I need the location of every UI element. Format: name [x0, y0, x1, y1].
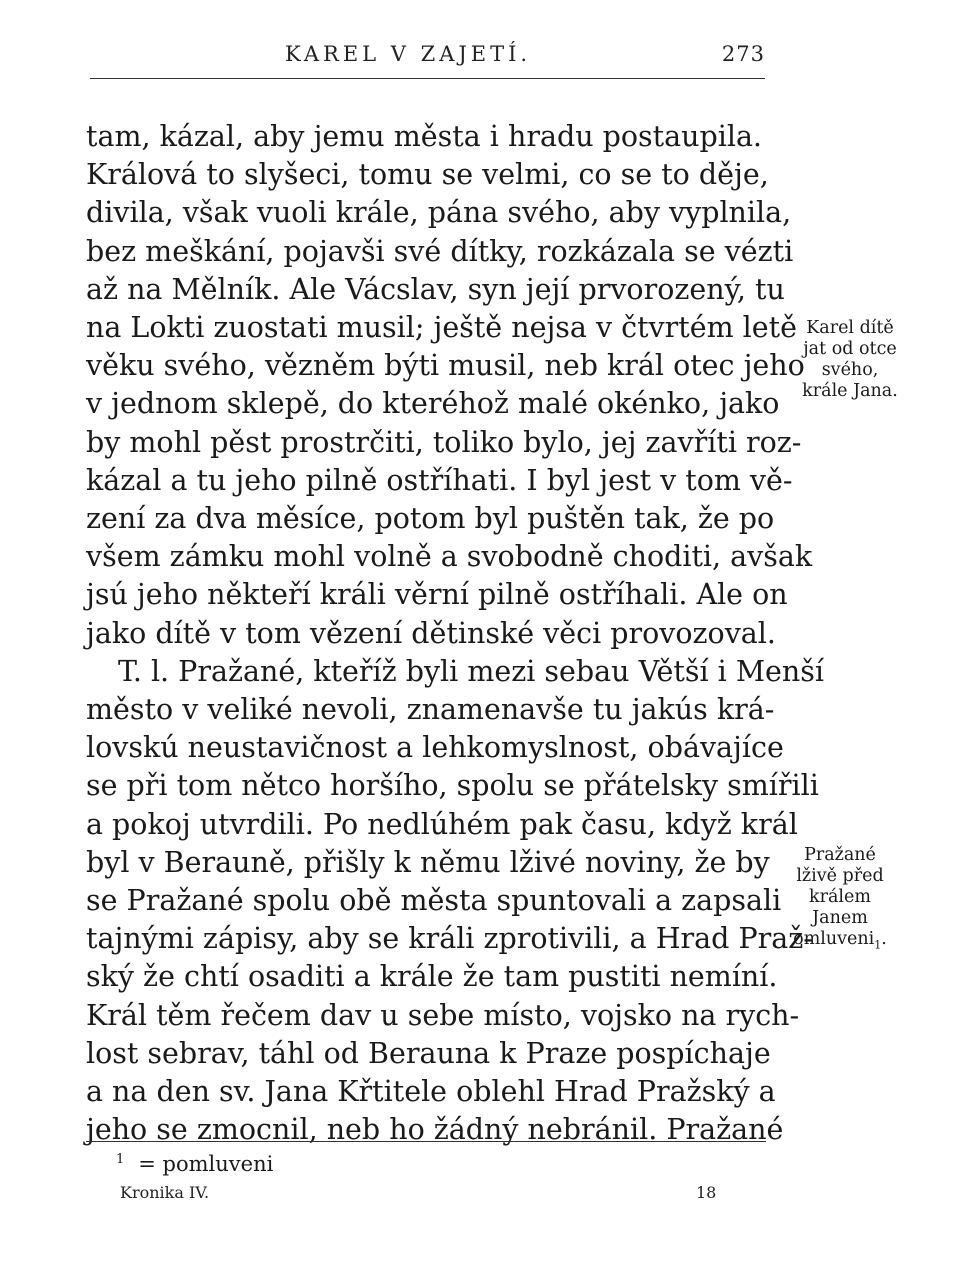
- marginal-note-line: Janem: [812, 908, 868, 928]
- text-line: všem zámku mohl volně a svobodně choditi, avšak: [86, 540, 813, 574]
- marginal-note-line: králem: [809, 887, 871, 907]
- text-line: na Lokti zuostati musil; ještě nejsa v čtvrtém letě: [86, 311, 797, 344]
- signature-label: Kronika IV.: [120, 1183, 210, 1202]
- text-line: lovskú neustavičnost a lehkomyslnost, obávajíce: [86, 731, 784, 765]
- text-line: jsú jeho někteří králi věrní pilně ostříhali. Ale on: [86, 578, 788, 612]
- text-line: v jednom sklepě, do kteréhož malé okénko, jako: [86, 387, 780, 421]
- text-line: jeho se zmocnil, neb ho žádný nebránil. Pražané: [86, 1113, 784, 1147]
- text-line: zení za dva měsíce, potom byl puštěn tak, že po: [86, 502, 775, 535]
- marginal-note-line: Pražané: [804, 845, 876, 865]
- footnote-mark: 1: [116, 1152, 125, 1167]
- text-line: a pokoj utvrdili. Po nedlúhém pak času, když král: [86, 807, 798, 841]
- text-line: město v veliké nevoli, znamenavše tu jakús krá-: [86, 693, 775, 726]
- running-title: KAREL V ZAJETÍ.: [285, 42, 532, 66]
- text-line: T. l. Pražané, kteříž byli mezi sebau Větší i Menší: [118, 654, 824, 688]
- text-line: tam, kázal, aby jemu města i hradu postaupila.: [86, 120, 762, 153]
- text-line: by mohl pěst prostrčiti, toliko bylo, jej zavříti roz-: [86, 425, 802, 459]
- running-head: [90, 38, 765, 79]
- marginal-note-karel: [775, 318, 925, 402]
- text-line: Král těm řečem dav u sebe místo, vojsko na rych-: [86, 998, 800, 1032]
- footnote-text: = pomluveni: [138, 1152, 274, 1176]
- marginal-note-line: jat od otce: [803, 339, 897, 359]
- text-line: se Pražané spolu obě města spuntovali a zapsali: [86, 884, 782, 917]
- marginal-note-line: krále Jana.: [802, 381, 898, 401]
- footnote-reference-mark: 1: [874, 938, 882, 952]
- text-line: se při tom nětco horšího, spolu se přátelsky smířili: [86, 769, 819, 803]
- text-line: až na Mělník. Ale Vácslav, syn její prvorozený, tu: [86, 272, 785, 306]
- sheet-number: 18: [696, 1183, 717, 1202]
- text-line: bez meškání, pojavši své dítky, rozkázala se vézti: [86, 234, 794, 268]
- text-line: tajnými zápisy, aby se králi zprotivili, a Hrad Praž-: [86, 922, 813, 956]
- page-number: 273: [721, 42, 765, 66]
- text-line: kázal a tu jeho pilně ostříhati. I byl jest v tom vě-: [86, 463, 793, 497]
- text-line: věku svého, vězněm býti musil, neb král otec jeho: [86, 349, 805, 383]
- text-line: divila, však vuoli krále, pána svého, aby vyplnila,: [86, 196, 792, 230]
- marginal-note-line: Karel dítě: [806, 318, 894, 338]
- marginal-note-line: omluveni$_1$.: [793, 929, 887, 952]
- marginal-note-word: omluveni: [793, 929, 875, 949]
- text-line: byl v Berauně, přišly k němu lživé noviny, že by: [86, 845, 770, 879]
- marginal-note-line: svého,: [821, 360, 879, 380]
- footnote-rule: [86, 1141, 766, 1142]
- marginal-note-line: lživě před: [796, 866, 884, 886]
- text-line: Králová to slyšeci, tomu se velmi, co se to děje,: [86, 158, 769, 192]
- text-line: ský že chtí osaditi a krále že tam pustiti nemíní.: [86, 960, 778, 994]
- text-line: lost sebrav, táhl od Berauna k Praze pospíchaje: [86, 1036, 771, 1070]
- text-line: a na den sv. Jana Křtitele oblehl Hrad Pražský a: [86, 1075, 776, 1108]
- marginal-note-prazane: [765, 845, 915, 956]
- text-line: jako dítě v tom vězení dětinské věci provozoval.: [86, 616, 776, 650]
- footnote: [116, 1146, 273, 1178]
